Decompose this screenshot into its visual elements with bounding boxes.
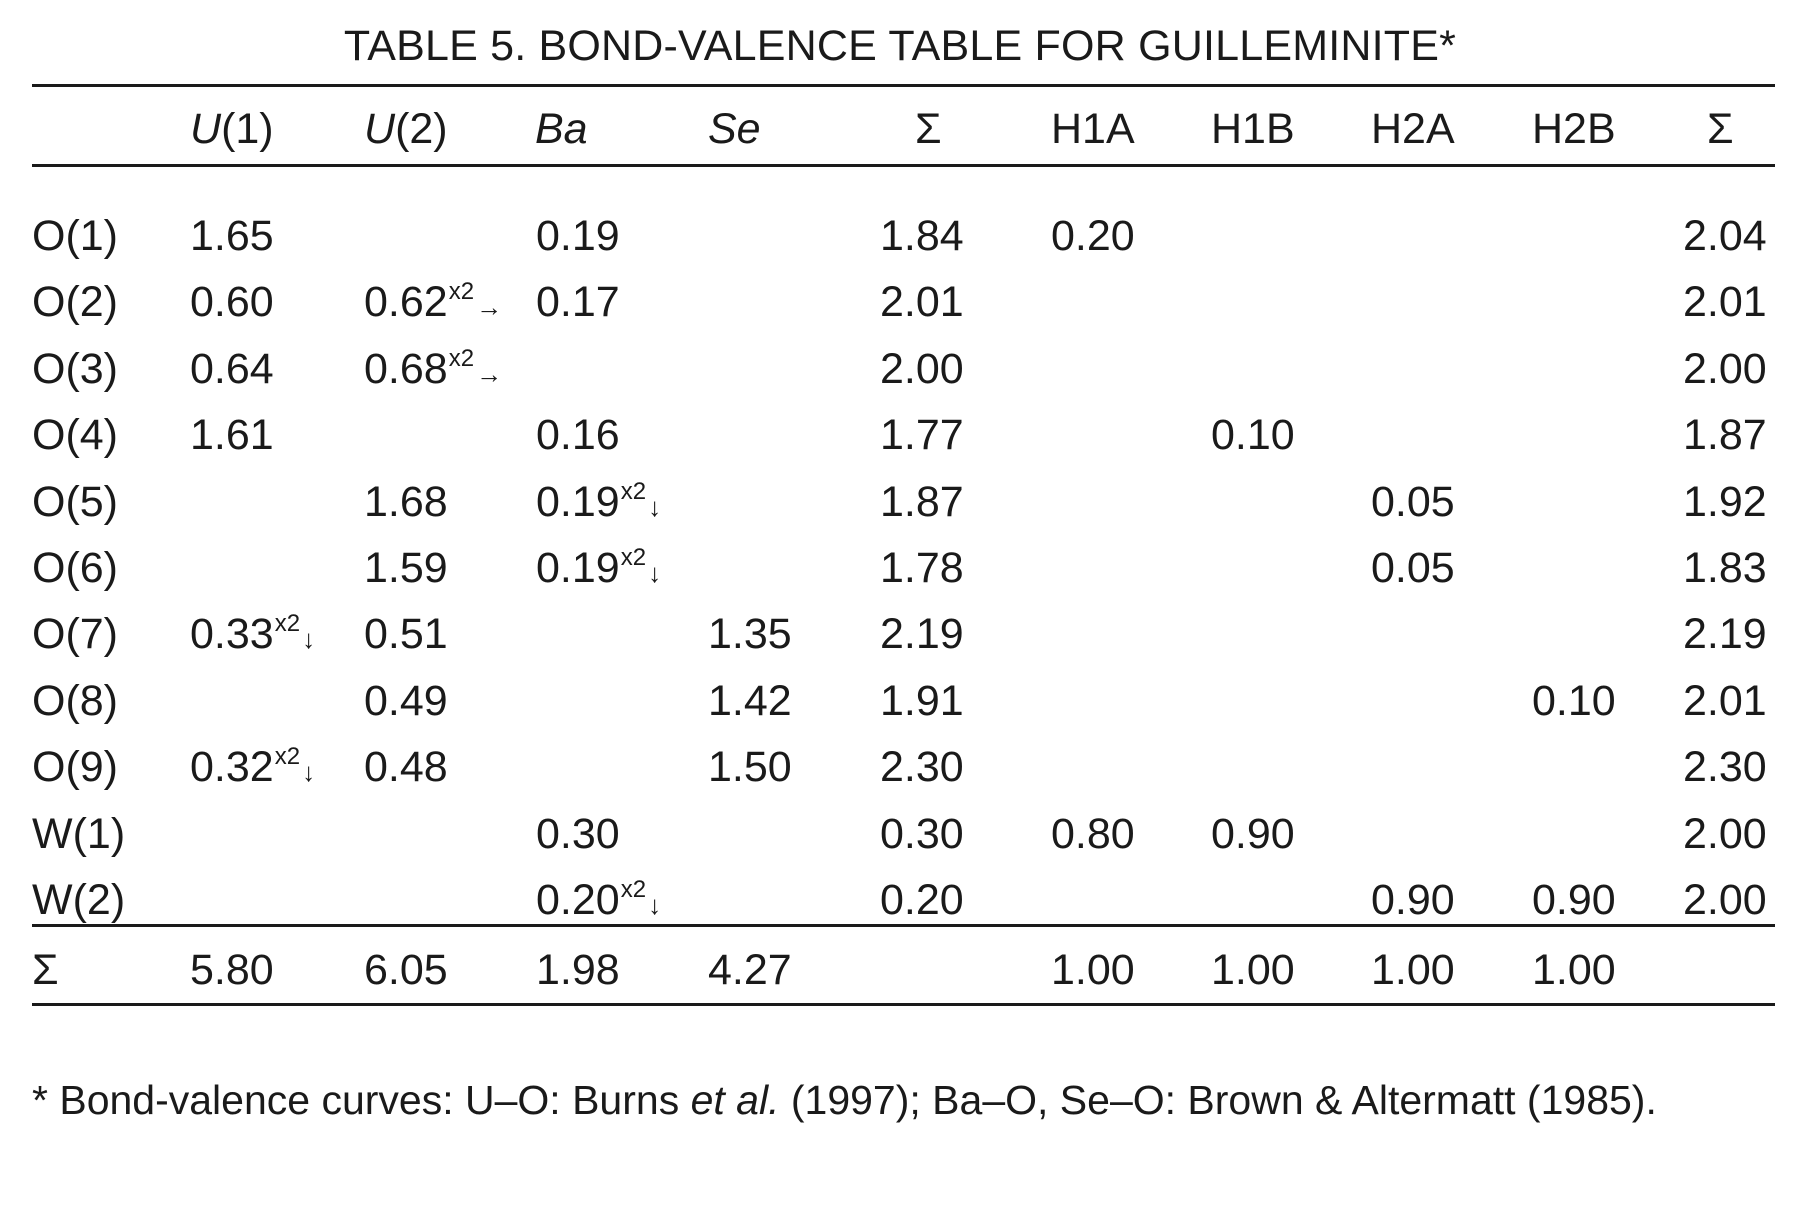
cell-value: 0.90 [1211, 810, 1295, 858]
cell-value: 2.19 [1683, 610, 1767, 658]
cell-sum2 [1683, 478, 1767, 526]
cell-sum2 [1683, 411, 1767, 459]
totals-h1a: 1.00 [1051, 946, 1135, 994]
cell-h1b [1211, 411, 1295, 459]
footnote-text-1: * Bond-valence curves: U–O: Burns [32, 1077, 691, 1123]
row-label [32, 743, 118, 791]
cell-value: 0.33 [190, 610, 274, 658]
cell-u1 [190, 610, 316, 658]
cell-value: W(2) [32, 876, 126, 924]
cell-value: O(5) [32, 478, 118, 526]
cell-value: 1.83 [1683, 544, 1767, 592]
cell-h2a [1371, 544, 1455, 592]
cell-value: 0.60 [190, 278, 274, 326]
cell-h1b [1211, 810, 1295, 858]
header-u1 [190, 105, 274, 153]
arrow-right-icon: → [476, 359, 503, 389]
cell-value: 0.30 [880, 810, 964, 858]
totals-ba: 1.98 [536, 946, 620, 994]
cell-value: O(7) [32, 610, 118, 658]
cell-value: 0.05 [1371, 544, 1455, 592]
totals-label: Σ [32, 946, 59, 994]
cell-value: O(3) [32, 345, 118, 393]
cell-value: 2.19 [880, 610, 964, 658]
cell-value: 1.35 [708, 610, 792, 658]
cell-u1 [190, 278, 274, 326]
cell-sum1 [880, 544, 964, 592]
cell-value: 1.77 [880, 411, 964, 459]
multiplicity-superscript: x2 [274, 610, 301, 637]
cell-se [708, 610, 792, 658]
cell-value: 0.20 [880, 876, 964, 924]
header-h2a: H2A [1371, 105, 1455, 153]
cell-value: 2.00 [880, 345, 964, 393]
header-ba: Ba [535, 105, 588, 153]
cell-u2 [364, 677, 448, 725]
cell-value: 1.50 [708, 743, 792, 791]
row-label [32, 810, 126, 858]
cell-value: 0.19 [536, 544, 620, 592]
cell-value: 2.00 [1683, 345, 1767, 393]
cell-value: 2.00 [1683, 810, 1767, 858]
cell-u2 [364, 278, 503, 326]
cell-value: 1.59 [364, 544, 448, 592]
header-rule [32, 164, 1775, 167]
totals-h2b: 1.00 [1532, 946, 1616, 994]
cell-value: 2.30 [880, 743, 964, 791]
header-sum-total: Σ [1707, 105, 1734, 153]
top-rule [32, 84, 1775, 87]
cell-u2 [364, 345, 503, 393]
cell-u2 [364, 610, 448, 658]
cell-value: 1.78 [880, 544, 964, 592]
cell-h2b [1532, 876, 1616, 924]
totals-u2: 6.05 [364, 946, 448, 994]
row-label [32, 876, 126, 924]
cell-value: 0.20 [1051, 212, 1135, 260]
cell-value: 0.90 [1371, 876, 1455, 924]
multiplicity-superscript: x2 [620, 544, 647, 571]
cell-sum2 [1683, 610, 1767, 658]
cell-value: 1.87 [880, 478, 964, 526]
cell-se [708, 677, 792, 725]
cell-value: 0.64 [190, 345, 274, 393]
cell-value: 0.62 [364, 278, 448, 326]
row-label [32, 278, 118, 326]
cell-value: 1.91 [880, 677, 964, 725]
cell-sum1 [880, 677, 964, 725]
cell-value: 1.65 [190, 212, 274, 260]
header-h2b: H2B [1532, 105, 1616, 153]
cell-u1 [190, 743, 316, 791]
cell-value: 0.19 [536, 212, 620, 260]
cell-sum1 [880, 478, 964, 526]
cell-value: 0.05 [1371, 478, 1455, 526]
cell-value: 1.42 [708, 677, 792, 725]
cell-value: O(8) [32, 677, 118, 725]
cell-sum1 [880, 411, 964, 459]
totals-se: 4.27 [708, 946, 792, 994]
header-u2-index: (2) [395, 105, 448, 153]
cell-value: 2.01 [880, 278, 964, 326]
row-label [32, 478, 118, 526]
cell-h2a [1371, 478, 1455, 526]
multiplicity-superscript: x2 [448, 278, 475, 305]
cell-value: 0.10 [1211, 411, 1295, 459]
footnote-etal: et al. [690, 1077, 780, 1123]
cell-value: O(6) [32, 544, 118, 592]
cell-sum1 [880, 610, 964, 658]
row-label [32, 212, 118, 260]
totals-rule [32, 924, 1775, 927]
cell-value: 1.92 [1683, 478, 1767, 526]
cell-ba [536, 411, 620, 459]
header-se: Se [708, 105, 761, 153]
cell-ba [536, 478, 662, 526]
cell-sum2 [1683, 876, 1767, 924]
cell-value: 0.16 [536, 411, 620, 459]
cell-value: 0.68 [364, 345, 448, 393]
arrow-right-icon: → [476, 292, 503, 322]
cell-value: 0.17 [536, 278, 620, 326]
cell-value: 1.87 [1683, 411, 1767, 459]
cell-ba [536, 810, 620, 858]
multiplicity-superscript: x2 [448, 345, 475, 372]
header-u1-symbol: U [190, 105, 222, 153]
cell-value: 1.68 [364, 478, 448, 526]
cell-sum2 [1683, 677, 1767, 725]
cell-value: 0.10 [1532, 677, 1616, 725]
cell-sum2 [1683, 544, 1767, 592]
cell-h2a [1371, 876, 1455, 924]
cell-value: 0.49 [364, 677, 448, 725]
cell-h1a [1051, 810, 1135, 858]
cell-u2 [364, 544, 448, 592]
cell-sum1 [880, 743, 964, 791]
cell-value: 2.30 [1683, 743, 1767, 791]
cell-u1 [190, 411, 274, 459]
cell-value: 0.32 [190, 743, 274, 791]
cell-value: 0.48 [364, 743, 448, 791]
header-u2-symbol: U [364, 105, 396, 153]
cell-value: 0.30 [536, 810, 620, 858]
cell-value: 0.19 [536, 478, 620, 526]
cell-sum2 [1683, 345, 1767, 393]
cell-value: 1.84 [880, 212, 964, 260]
cell-value: 0.80 [1051, 810, 1135, 858]
cell-ba [536, 876, 662, 924]
cell-h2b [1532, 677, 1616, 725]
cell-sum1 [880, 212, 964, 260]
totals-u1: 5.80 [190, 946, 274, 994]
cell-value: W(1) [32, 810, 126, 858]
cell-u1 [190, 212, 274, 260]
arrow-down-icon: ↓ [648, 890, 662, 920]
arrow-down-icon: ↓ [648, 492, 662, 522]
footnote-text-2: (1997); Ba–O, Se–O: Brown & Altermatt (1985). [779, 1077, 1657, 1123]
multiplicity-superscript: x2 [274, 743, 301, 770]
cell-value: O(2) [32, 278, 118, 326]
header-sum: Σ [915, 105, 942, 153]
header-u2 [364, 105, 448, 153]
cell-value: 2.01 [1683, 278, 1767, 326]
table-title: TABLE 5. BOND-VALENCE TABLE FOR GUILLEMINITE* [343, 22, 1457, 70]
cell-sum2 [1683, 278, 1767, 326]
cell-sum2 [1683, 212, 1767, 260]
cell-sum1 [880, 876, 964, 924]
header-h1a: H1A [1051, 105, 1135, 153]
header-u1-index: (1) [221, 105, 274, 153]
cell-u2 [364, 478, 448, 526]
cell-u1 [190, 345, 274, 393]
row-label [32, 610, 118, 658]
cell-value: 0.90 [1532, 876, 1616, 924]
cell-value: O(4) [32, 411, 118, 459]
totals-h1b: 1.00 [1211, 946, 1295, 994]
row-label [32, 411, 118, 459]
row-label [32, 345, 118, 393]
cell-value: O(9) [32, 743, 118, 791]
cell-value: 2.04 [1683, 212, 1767, 260]
totals-h2a: 1.00 [1371, 946, 1455, 994]
multiplicity-superscript: x2 [620, 876, 647, 903]
cell-value: 1.61 [190, 411, 274, 459]
cell-u2 [364, 743, 448, 791]
bottom-rule [32, 1003, 1775, 1006]
cell-value: 0.51 [364, 610, 448, 658]
cell-se [708, 743, 792, 791]
multiplicity-superscript: x2 [620, 478, 647, 505]
cell-value: 0.20 [536, 876, 620, 924]
cell-h1a [1051, 212, 1135, 260]
row-label [32, 677, 118, 725]
cell-sum1 [880, 345, 964, 393]
cell-sum1 [880, 278, 964, 326]
arrow-down-icon: ↓ [302, 757, 316, 787]
arrow-down-icon: ↓ [302, 624, 316, 654]
cell-value: 2.00 [1683, 876, 1767, 924]
cell-ba [536, 544, 662, 592]
cell-sum2 [1683, 743, 1767, 791]
cell-value: 2.01 [1683, 677, 1767, 725]
cell-value: O(1) [32, 212, 118, 260]
cell-sum1 [880, 810, 964, 858]
row-label [32, 544, 118, 592]
header-h1b: H1B [1211, 105, 1295, 153]
cell-ba [536, 212, 620, 260]
cell-sum2 [1683, 810, 1767, 858]
cell-ba [536, 278, 620, 326]
footnote [32, 1068, 1752, 1132]
arrow-down-icon: ↓ [648, 558, 662, 588]
